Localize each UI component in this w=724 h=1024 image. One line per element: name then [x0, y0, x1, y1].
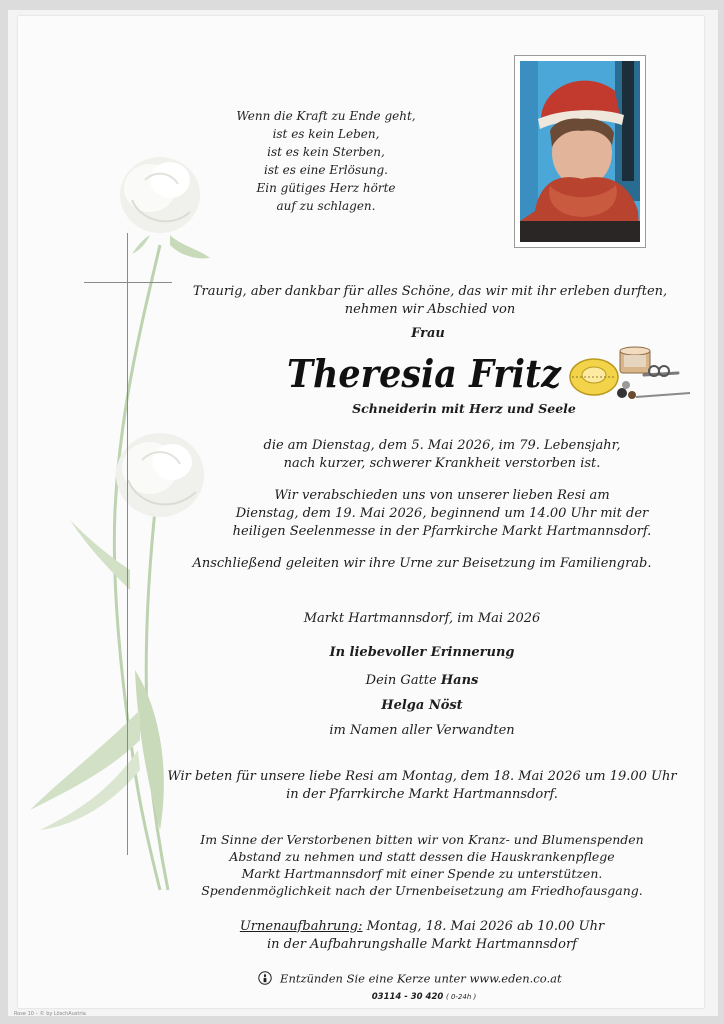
donation-line: Spendenmöglichkeit nach der Urnenbeisetzung am Friedhofausgang. [201, 883, 643, 898]
donation-line: Im Sinne der Verstorbenen bitten wir von Kranz- und Blumenspenden [200, 832, 644, 847]
candle-icon [258, 971, 272, 988]
spouse-name: Hans [440, 673, 479, 688]
farewell-line: Wir verabschieden uns von unserer lieben Resi am [274, 488, 610, 503]
prayer-text [60, 768, 724, 804]
phone-line [62, 992, 724, 1002]
poem-line: Ein gütiges Herz hörte [256, 181, 396, 195]
deceased-subtitle: Schneiderin mit Herz und Seele [352, 401, 576, 416]
donation-text [60, 831, 724, 899]
death-notice [80, 437, 724, 473]
spouse-line [60, 673, 724, 688]
farewell-line: heiligen Seelenmesse in der Pfarrkirche Markt Hartmannsdorf. [232, 524, 652, 539]
viewing-info [60, 918, 724, 954]
viewing-place: in der Aufbahrungshalle Markt Hartmannsdorf [267, 937, 577, 952]
poem-line: ist es kein Leben, [272, 127, 380, 141]
intro-text [68, 283, 724, 319]
phone-note: ( 0-24h ) [446, 993, 477, 1001]
upper-rose-blossom [120, 157, 200, 233]
burial-text: Anschließend geleiten wir ihre Urne zur Beisetzung im Familiengrab. [192, 556, 652, 571]
copyright-footer: Rose 10 – © by LöschAustria [14, 1011, 86, 1017]
farewell-text [80, 487, 724, 541]
farewell-line: Dienstag, dem 19. Mai 2026, beginnend um 14.00 Uhr mit der [235, 506, 649, 521]
place-date: Markt Hartmannsdorf, im Mai 2026 [303, 611, 541, 626]
portrait-photo [514, 55, 646, 248]
candle-text[interactable]: Entzünden Sie eine Kerze unter www.eden.co.at [280, 971, 562, 986]
intro-line: Traurig, aber dankbar für alles Schöne, das wir mit ihr erleben durften, [192, 284, 668, 299]
donation-line: Markt Hartmannsdorf mit einer Spende zu unterstützen. [241, 866, 603, 881]
viewing-label: Urnenaufbahrung: [239, 919, 363, 934]
death-notice-line: nach kurzer, schwerer Krankheit verstorben ist. [283, 456, 601, 471]
memory-heading: In liebevoller Erinnerung [329, 645, 515, 660]
sewing-kit-icon [566, 343, 692, 409]
deceased-name: Theresia Fritz [287, 351, 562, 396]
poem-line: Wenn die Kraft zu Ende geht, [236, 109, 416, 123]
prayer-line: in der Pfarrkirche Markt Hartmannsdorf. [286, 787, 558, 802]
candle-line [48, 971, 724, 988]
poem-line: ist es eine Erlösung. [264, 163, 388, 177]
relatives-line: im Namen aller Verwandten [329, 723, 515, 738]
death-notice-line: die am Dienstag, dem 5. Mai 2026, im 79. Lebensjahr, [263, 438, 621, 453]
viewing-text: Montag, 18. Mai 2026 ab 10.00 Uhr [366, 919, 605, 934]
poem-line: auf zu schlagen. [276, 199, 376, 213]
poem-line: ist es kein Sterben, [267, 145, 385, 159]
spouse-prefix: Dein Gatte [365, 673, 437, 688]
poem [226, 107, 426, 215]
phone-number: 03114 - 30 420 [371, 992, 444, 1002]
prayer-line: Wir beten für unsere liebe Resi am Montag, dem 18. Mai 2026 um 19.00 Uhr [167, 769, 677, 784]
donation-line: Abstand zu nehmen und statt dessen die Hauskrankenpflege [229, 849, 615, 864]
intro-line: nehmen wir Abschied von [344, 302, 516, 317]
salutation: Frau [411, 326, 445, 341]
relative-name: Helga Nöst [381, 698, 463, 713]
